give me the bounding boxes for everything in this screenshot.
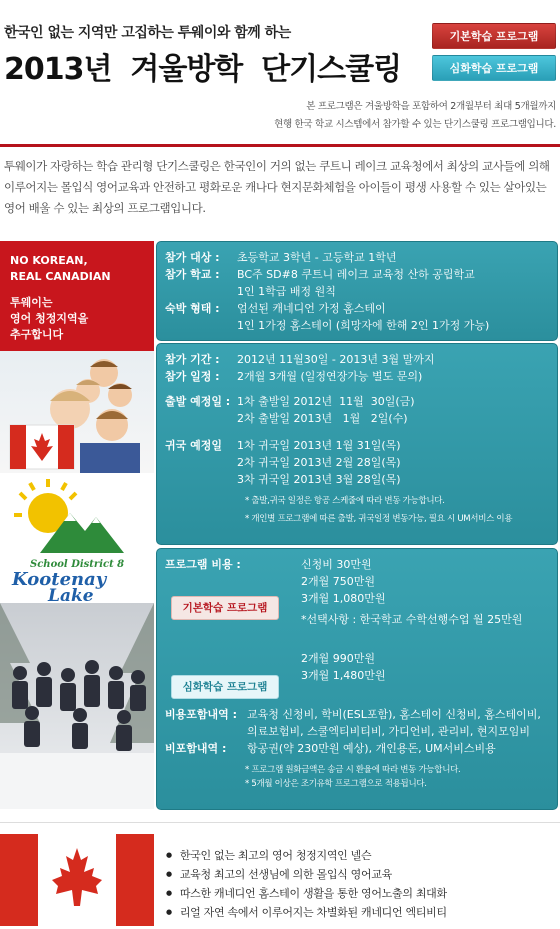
- adv-3m-value: 3개월 1,480만원: [301, 669, 386, 682]
- lodging-value-2: 1인 1가정 홈스테이 (희망자에 한해 2인 1가정 가능): [237, 319, 490, 332]
- schedule-label: 참가 일정 :: [165, 370, 220, 383]
- depart-label: 출발 예정일 :: [165, 395, 231, 408]
- canada-flag-icon: [0, 834, 154, 926]
- list-item: ● 리얼 자연 속에서 이루어지는 차별화된 캐네디언 엑티비티: [166, 903, 447, 922]
- logo-text-district: School District 8: [30, 559, 125, 570]
- slogan-box: NO KOREAN, REAL CANADIAN 투웨이는 영어 청정지역을 추구합니다: [0, 241, 154, 351]
- cost-note-1: * 프로그램 원화금액은 송금 시 환율에 따라 변동 가능합니다.: [245, 765, 461, 775]
- return-1: 1차 귀국일 2013년 1월 31일(목): [237, 439, 401, 452]
- school-label: 참가 학교 :: [165, 268, 220, 281]
- left-column: [0, 241, 154, 809]
- info-panel-cost: [156, 548, 558, 810]
- list-item: ● 한국인 없는 최고의 영어 청정지역인 넬슨: [166, 846, 447, 865]
- lodging-value: 엄선된 캐네디언 가정 홈스테이: [237, 302, 386, 315]
- return-2: 2차 귀국일 2013년 2월 28일(목): [237, 456, 401, 469]
- snow-group-photo: [0, 603, 154, 809]
- basic-program-button[interactable]: 기본학습 프로그램: [432, 23, 556, 49]
- schedule-note-1: * 출발,귀국 일정은 항공 스케줄에 따라 변동 가능합니다.: [245, 496, 445, 506]
- logo-text-kootenay: Kootenay: [12, 569, 107, 590]
- list-item: ● 따스한 캐네디언 홈스테이 생활을 통한 영어노출의 최대화: [166, 884, 447, 903]
- excluded-label: 비포함내역 :: [165, 742, 227, 755]
- included-value-2: 의료보험비, 스쿨엑티비티비, 가디언비, 관리비, 현지모임비: [247, 725, 530, 738]
- page-title: 2013년 겨울방학 단기스쿨링: [4, 52, 402, 87]
- schedule-value: 2개월 3개월 (일정연장가능 별도 문의): [237, 370, 423, 383]
- basic-2m-value: 2개월 750만원: [301, 575, 375, 588]
- bottom-divider: [0, 822, 560, 823]
- advanced-program-button[interactable]: 심화학습 프로그램: [432, 55, 556, 81]
- header-divider: [0, 144, 560, 147]
- period-label: 참가 기간 :: [165, 353, 220, 366]
- info-panel-participation: [156, 241, 558, 341]
- schedule-note-2: * 개인별 프로그램에 따른 출발, 귀국일정 변동가능, 필요 시 UM서비스 이용: [245, 514, 513, 524]
- header-subtitle: 한국인 없는 지역만 고집하는 투웨이와 함께 하는: [4, 25, 291, 41]
- advanced-program-pill[interactable]: 심화학습 프로그램: [171, 675, 279, 699]
- return-3: 3차 귀국일 2013년 3월 28일(목): [237, 473, 401, 486]
- adv-2m-value: 2개월 990만원: [301, 652, 375, 665]
- list-item: ● 교육청 최고의 선생님에 의한 몰입식 영어교육: [166, 865, 447, 884]
- feature-list: [166, 846, 447, 922]
- excluded-value: 항공권(약 230만원 예상), 개인용돈, UM서비스비용: [247, 742, 496, 755]
- school-value-2: 1인 1학급 배정 원칙: [237, 285, 336, 298]
- fee-value: 신청비 30만원: [301, 558, 372, 571]
- cost-note-2: * 5개월 이상은 조기유학 프로그램으로 적용됩니다.: [245, 779, 427, 789]
- return-label: 귀국 예정일: [165, 439, 222, 452]
- basic-program-pill[interactable]: 기본학습 프로그램: [171, 596, 279, 620]
- school-district-logo: [0, 473, 154, 603]
- cost-label: 프로그램 비용 :: [165, 558, 241, 571]
- basic-3m-value: 3개월 1,080만원: [301, 592, 386, 605]
- included-value-1: 교육청 신청비, 학비(ESL포함), 홈스테이 신청비, 홈스테이비,: [247, 708, 541, 721]
- school-value: BC주 SD#8 쿠트니 레이크 교육청 산하 공립학교: [237, 268, 475, 281]
- intro-text: 투웨이가 자랑하는 학습 관리형 단기스쿨링은 한국인이 거의 없는 쿠트니 레이크 교육청에서 최상의 교사들에 의해 이루어지는 몰입식 영어교육과 안전하고 평화로운 캐나다 현지문화체험을 아이들이 평생 사용할 수 있는 살아있는 영어 배울 수 있는 최상의 프로그램입니다.: [4, 159, 550, 215]
- kids-with-flag-photo: [0, 351, 154, 473]
- lodging-label: 숙박 형태 :: [165, 302, 220, 315]
- header-description: 본 프로그램은 겨울방학을 포함하여 2개월부터 최대 5개월까지 현행 한국 학교 시스템에서 참가할 수 있는 단기스쿨링 프로그램입니다.: [274, 101, 556, 130]
- included-label: 비용포함내역 :: [165, 708, 237, 721]
- target-value: 초등학교 3학년 - 고등학교 1학년: [237, 251, 397, 264]
- logo-text-lake: Lake: [48, 586, 94, 603]
- target-label: 참가 대상 :: [165, 251, 220, 264]
- header: [0, 0, 560, 148]
- depart-1: 1차 출발일 2012년 11월 30일(금): [237, 395, 415, 408]
- period-value: 2012년 11월30일 - 2013년 3월 말까지: [237, 353, 435, 366]
- info-panel-schedule: [156, 343, 558, 545]
- depart-2: 2차 출발일 2013년 1월 2일(수): [237, 412, 408, 425]
- optional-value: *선택사항 : 한국학교 수학선행수업 월 25만원: [301, 613, 523, 626]
